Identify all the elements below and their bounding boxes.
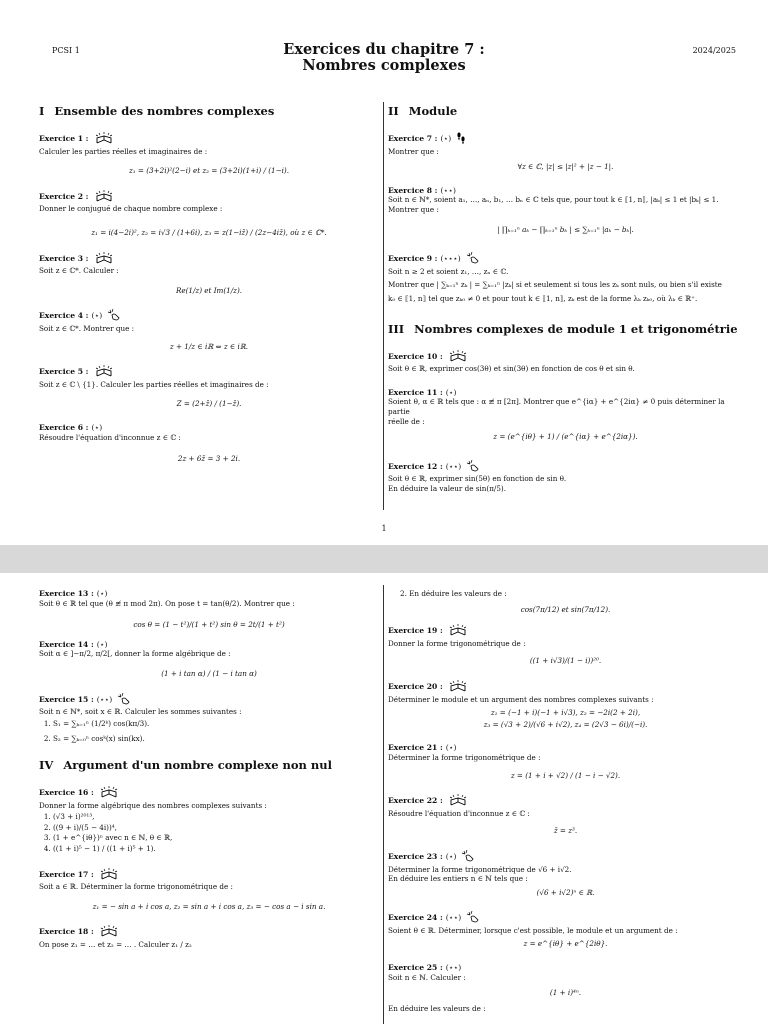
- column-divider: [383, 102, 384, 510]
- difficulty-stars: (⋆⋆⋆): [440, 254, 461, 264]
- equation: (1 + i tan α) / (1 − i tan α): [161, 668, 257, 678]
- sun-book-icon: [448, 350, 468, 365]
- exercise-21: Exercice 21 : (⋆) Déterminer la forme trigonométrique de : z = (1 + i + √2) / (1 − i − √2).: [388, 743, 743, 780]
- equation: Re(1/z) et Im(1/z).: [175, 285, 243, 295]
- right-column: [388, 104, 743, 507]
- exercise-18-continued: 2. En déduire les valeurs de : cos(7π/12) et sin(7π/12).: [388, 589, 743, 614]
- class-label: PCSI 1: [52, 46, 80, 55]
- document-title: [0, 42, 768, 74]
- equation: z₁ = i(4−2i)², z₂ = i√3 / (1+6i), z₃ = z(1−iz̄) / (2z−4iz̄), où z ∈ ℂ*.: [91, 227, 327, 237]
- equation: (1 + i)⁴ⁿ.: [549, 988, 582, 998]
- equation: ((1 + i√3)/(1 − i))²⁰.: [529, 656, 602, 666]
- exercise-label: Exercice 9 :: [388, 254, 438, 264]
- footprints-icon: [456, 132, 466, 147]
- equation: (√6 + i√2)ⁿ ∈ ℝ.: [536, 887, 595, 897]
- exercise-label: Exercice 6 :: [39, 422, 89, 432]
- sparkle-hand-icon: [117, 693, 131, 708]
- equation: z₁ = − sin a + i cos a, z₂ = sin a + i cos a, z₃ = − cos a − i sin a.: [92, 901, 326, 911]
- exercise-label: Exercice 22 :: [388, 796, 443, 806]
- exercise-label: Exercice 18 :: [39, 927, 94, 937]
- difficulty-stars: (⋆): [91, 422, 103, 432]
- sparkle-hand-icon: [461, 850, 475, 865]
- exercise-label: Exercice 10 :: [388, 351, 443, 361]
- exercise-2: Exercice 2 : Donner le conjugué de chaque nombre complexe : z₁ = i(4−2i)², z₂ = i√3 / (1+6i), z₃ = z(1−iz̄) / (2z−4iz̄), où z ∈ ℂ*.: [39, 190, 379, 238]
- equation: cos(7π/12) et sin(7π/12).: [520, 604, 611, 614]
- list-item-number: 2.: [400, 589, 407, 598]
- difficulty-stars: (⋆⋆): [445, 461, 462, 471]
- difficulty-stars: (⋆): [96, 589, 108, 598]
- exercise-label: Exercice 19 :: [388, 626, 443, 636]
- exercise-19: Exercice 19 : Donner la forme trigonométrique de : ((1 + i√3)/(1 − i))²⁰.: [388, 624, 743, 666]
- section-heading: I Ensemble des nombres complexes: [39, 104, 275, 118]
- exercise-label: Exercice 13 :: [39, 589, 94, 598]
- difficulty-stars: (⋆): [445, 743, 457, 753]
- school-year: 2024/2025: [692, 46, 736, 55]
- equation: z + 1/z ∈ iℝ ⇔ z ∈ iℝ.: [169, 341, 249, 351]
- sun-book-icon: [448, 680, 468, 695]
- sparkle-hand-icon: [466, 460, 480, 475]
- exercise-6: Exercice 6 : (⋆) Résoudre l'équation d'inconnue z ∈ ℂ : 2z + 6z̄ = 3 + 2i.: [39, 423, 379, 464]
- exercise-17: Exercice 17 : Soit a ∈ ℝ. Déterminer la forme trigonométrique de : z₁ = − sin a + i cos a, z₂ = sin a + i cos a, z₃ = − cos a − i sin a.: [39, 868, 379, 912]
- exercise-label: Exercice 12 :: [388, 461, 443, 471]
- sun-book-icon: [99, 786, 119, 801]
- sub-question-list: [39, 812, 379, 853]
- exercise-22: Exercice 22 : Résoudre l'équation d'inconnue z ∈ ℂ : z̄ = z³.: [388, 794, 743, 836]
- sparkle-hand-icon: [466, 252, 480, 267]
- sub-question-list: [39, 719, 379, 744]
- difficulty-stars: (⋆⋆): [445, 963, 462, 973]
- exercise-25: Exercice 25 : (⋆⋆) Soit n ∈ ℕ. Calculer : (1 + i)⁴ⁿ. En déduire les valeurs de :: [388, 963, 743, 1013]
- exercise-24: Exercice 24 : (⋆⋆) Soient θ ∈ ℝ. Déterminer, lorsque c'est possible, le module et un argument de : z = e^{iθ} + e^{2iθ}.: [388, 911, 743, 949]
- difficulty-stars: (⋆): [91, 311, 103, 321]
- difficulty-stars: (⋆⋆): [445, 913, 462, 923]
- exercise-label: Exercice 23 :: [388, 851, 443, 861]
- sparkle-hand-icon: [466, 911, 480, 926]
- title-line-2: Nombres complexes: [302, 57, 466, 74]
- exercise-label: Exercice 17 :: [39, 869, 94, 879]
- sun-book-icon: [94, 132, 114, 147]
- difficulty-stars: (⋆): [445, 387, 457, 397]
- exercise-23: Exercice 23 : (⋆) Déterminer la forme trigonométrique de √6 + i√2. En déduire les entiers n ∈ ℕ tels que : (√6 + i√2)ⁿ ∈ ℝ.: [388, 850, 743, 897]
- exercise-20: Exercice 20 : Déterminer le module et un argument des nombres complexes suivants : z₁ = (−1 + i)(−1 + i√3), z₂ = −2i(2 + 2i), z₃ = (√3 + 2)/(√6 + i√2), z₄ = (2√3 − 6i)/(−i).: [388, 680, 743, 729]
- exercise-1: Exercice 1 : Calculer les parties réelles et imaginaires de : z₁ = (3+2i)²(2−i) et z₂ = (3+2i)(1+i) / (1−i).: [39, 132, 379, 176]
- exercise-9: Exercice 9 : (⋆⋆⋆) Soit n ≥ 2 et soient z₁, …, zₙ ∈ ℂ. Montrer que | ∑ₖ₌₁ⁿ zₖ | = ∑ₖ₌₁ⁿ |zₖ| si et seulement si tous les zₖ sont nuls, ou bien s'il existe k₀ ∈ ⟦1, n⟧ tel que zₖ₀ ≠ 0 et pour tout k ∈ ⟦1, n⟧, zₖ est de la forme λₖ zₖ₀, où λₖ ∈ ℝ⁺.: [388, 254, 722, 303]
- exercise-16: Exercice 16 : Donner la forme algébrique des nombres complexes suivants : 1. (√3 + i)²⁰¹³, 2. ((9 + i)/(5 − 4i))⁴, 3. (1 + e^{iθ})ⁿ avec n ∈ ℕ, θ ∈ ℝ, 4. ((1 + i)⁵ − 1) / ((1 + i)⁵ + 1).: [39, 786, 379, 854]
- exercise-label: Exercice 8 :: [388, 185, 438, 195]
- equation: 2z + 6z̄ = 3 + 2i.: [177, 454, 241, 464]
- page-2: [0, 573, 768, 1024]
- difficulty-stars: (⋆⋆): [440, 185, 456, 195]
- exercise-label: Exercice 15 :: [39, 694, 94, 704]
- exercise-label: Exercice 5 :: [39, 367, 89, 377]
- section-heading: III Nombres complexes de module 1 et trigonométrie: [388, 321, 738, 336]
- equation: cos θ = (1 − t²)/(1 + t²) sin θ = 2t/(1 + t²): [133, 620, 285, 630]
- sun-book-icon: [448, 624, 468, 639]
- left-column: [39, 104, 379, 478]
- list-item: 1. (√3 + i)²⁰¹³,: [53, 812, 379, 822]
- list-item: 3. (1 + e^{iθ})ⁿ avec n ∈ ℕ, θ ∈ ℝ,: [53, 833, 379, 843]
- exercise-3: Exercice 3 : Soit z ∈ ℂ*. Calculer : Re(1/z) et Im(1/z).: [39, 252, 379, 296]
- exercise-label: Exercice 1 :: [39, 134, 89, 143]
- sun-book-icon: [99, 868, 119, 883]
- sun-book-icon: [99, 925, 119, 940]
- equation: Z = (2+z̄) / (1−z̄).: [176, 399, 242, 409]
- exercise-11: Exercice 11 : (⋆) Soient θ, α ∈ ℝ tels que : α ≢ π [2π]. Montrer que e^{iα} + e^{2iα} ≠ 0 puis déterminer la partie réelle de : z = (e^{iθ} + 1) / (e^{iα} + e^{2iα}).: [388, 388, 743, 442]
- section-heading: II Module: [388, 104, 458, 118]
- difficulty-stars: (⋆): [445, 851, 457, 861]
- exercise-4: Exercice 4 : (⋆) Soit z ∈ ℂ*. Montrer que : z + 1/z ∈ iℝ ⇔ z ∈ iℝ.: [39, 309, 379, 351]
- exercise-label: Exercice 24 :: [388, 913, 443, 923]
- difficulty-stars: (⋆): [96, 639, 108, 649]
- list-item: 2. S₂ = ∑ₖ₌₀ⁿ cosᵏ(x) sin(kx).: [53, 734, 379, 744]
- exercise-label: Exercice 25 :: [388, 963, 443, 973]
- difficulty-stars: (⋆): [440, 134, 452, 143]
- exercise-label: Exercice 2 :: [39, 191, 89, 201]
- equation: ∀z ∈ ℂ, |z| ≤ |z|² + |z − 1|.: [517, 162, 614, 172]
- exercise-15: Exercice 15 : (⋆⋆) Soit n ∈ ℕ*, soit x ∈ ℝ. Calculer les sommes suivantes : 1. S₁ = ∑ₖ₌₁ⁿ (1/2ᵏ) cos(kπ/3). 2. S₂ = ∑ₖ₌₀ⁿ cosᵏ(x) sin(kx).: [39, 693, 379, 744]
- title-line-1: Exercices du chapitre 7 :: [283, 41, 485, 58]
- exercise-label: Exercice 4 :: [39, 311, 89, 321]
- sun-book-icon: [94, 252, 114, 267]
- exercise-8: Exercice 8 : (⋆⋆) Soit n ∈ ℕ*, soient a₁, …, aₙ, b₁, … bₙ ∈ ℂ tels que, pour tout k ∈ ⟦1, n⟧, |aₖ| ≤ 1 et |bₖ| ≤ 1. Montrer que : | ∏ₖ₌₁ⁿ aₖ − ∏ₖ₌₁ⁿ bₖ | ≤ ∑ₖ₌₁ⁿ |aₖ − bₖ|.: [388, 186, 743, 234]
- equation: | ∏ₖ₌₁ⁿ aₖ − ∏ₖ₌₁ⁿ bₖ | ≤ ∑ₖ₌₁ⁿ |aₖ − bₖ|.: [497, 224, 634, 234]
- list-item: 1. S₁ = ∑ₖ₌₁ⁿ (1/2ᵏ) cos(kπ/3).: [53, 719, 379, 729]
- exercise-label: Exercice 21 :: [388, 743, 443, 753]
- equation: z̄ = z³.: [553, 826, 578, 836]
- exercise-label: Exercice 7 :: [388, 134, 438, 143]
- page-number: 1: [381, 524, 387, 533]
- exercise-label: Exercice 3 :: [39, 253, 89, 263]
- difficulty-stars: (⋆⋆): [96, 694, 113, 704]
- equation: z = (1 + i + √2) / (1 − i − √2).: [510, 770, 621, 780]
- list-item: 2. ((9 + i)/(5 − 4i))⁴,: [53, 823, 379, 833]
- equation: z = (e^{iθ} + 1) / (e^{iα} + e^{2iα}).: [493, 432, 638, 442]
- equation: z₁ = (3+2i)²(2−i) et z₂ = (3+2i)(1+i) / (1−i).: [128, 166, 290, 176]
- exercise-12: Exercice 12 : (⋆⋆) Soit θ ∈ ℝ, exprimer sin(5θ) en fonction de sin θ. En déduire la valeur de sin(π/5).: [388, 461, 567, 493]
- exercise-5: Exercice 5 : Soit z ∈ ℂ \ {1}. Calculer les parties réelles et imaginaires de : Z = (2+z̄) / (1−z̄).: [39, 365, 379, 409]
- list-item: 4. ((1 + i)⁵ − 1) / ((1 + i)⁵ + 1).: [53, 844, 379, 854]
- right-column: [388, 589, 743, 1024]
- equation: z₃ = (√3 + 2)/(√6 + i√2), z₄ = (2√3 − 6i)/(−i).: [483, 719, 648, 729]
- exercise-label: Exercice 16 :: [39, 787, 94, 797]
- sun-book-icon: [94, 365, 114, 380]
- sparkle-hand-icon: [107, 309, 121, 324]
- section-heading: IV Argument d'un nombre complexe non nul: [39, 757, 332, 772]
- left-column: [39, 589, 379, 963]
- exercise-label: Exercice 14 :: [39, 639, 94, 649]
- sun-book-icon: [94, 190, 114, 205]
- exercise-18: Exercice 18 : On pose z₁ = … et z₂ = … . Calculer z₁ / z₂: [39, 927, 192, 949]
- equation: z = e^{iθ} + e^{2iθ}.: [523, 939, 608, 949]
- sun-book-icon: [448, 794, 468, 809]
- exercise-7: Exercice 7 : (⋆) Montrer que : ∀z ∈ ℂ, |z| ≤ |z|² + |z − 1|.: [388, 132, 743, 172]
- exercise-13: Exercice 13 : (⋆) Soit θ ∈ ℝ tel que (θ ≢ π mod 2π). On pose t = tan(θ/2). Montrer que : cos θ = (1 − t²)/(1 + t²) sin θ = 2t/(1 + t²): [39, 589, 379, 630]
- exercise-label: Exercice 20 :: [388, 681, 443, 691]
- exercise-10: Exercice 10 : Soit θ ∈ ℝ, exprimer cos(3θ) et sin(3θ) en fonction de cos θ et sin θ.: [388, 351, 635, 374]
- exercise-label: Exercice 11 :: [388, 387, 443, 397]
- column-divider: [383, 585, 384, 1024]
- exercise-14: Exercice 14 : (⋆) Soit α ∈ ]−π/2, π/2[, donner la forme algébrique de : (1 + i tan α) / (1 − i tan α): [39, 640, 379, 679]
- equation: z₁ = (−1 + i)(−1 + i√3), z₂ = −2i(2 + 2i),: [490, 708, 641, 718]
